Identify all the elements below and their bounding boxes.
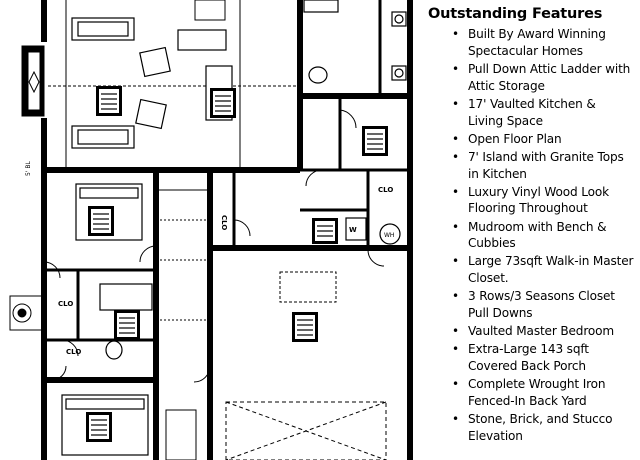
list-item: • Mudroom with Bench & Cubbies — [422, 219, 634, 253]
features-title: Outstanding Features — [428, 6, 603, 22]
water-heater-label: WH — [384, 232, 395, 239]
list-item: • Stone, Brick, and Stucco Elevation — [422, 411, 634, 445]
features-panel — [422, 6, 634, 446]
list-item: • 3 Rows/3 Seasons Closet Pull Downs — [422, 288, 634, 322]
list-item: • Luxury Vinyl Wood Look Flooring Throughout — [422, 184, 634, 218]
list-item: • Large 73sqft Walk-in Master Closet. — [422, 253, 634, 287]
list-item: • Vaulted Master Bedroom — [422, 323, 634, 340]
washer-label: W — [349, 226, 357, 234]
list-item: • 17' Vaulted Kitchen & Living Space — [422, 96, 634, 130]
closet-label-right: CLO — [378, 186, 394, 194]
fireplace — [22, 46, 44, 116]
closet-label-center: CLO — [220, 215, 228, 231]
features-list — [422, 26, 634, 445]
list-item: • Built By Award Winning Spectacular Homes — [422, 26, 634, 60]
closet-label-small: CLO — [66, 348, 82, 356]
list-item: • 7' Island with Granite Tops in Kitchen — [422, 149, 634, 183]
setback-label: 5' BL — [25, 161, 32, 176]
list-item: • Complete Wrought Iron Fenced-In Back Yard — [422, 376, 634, 410]
closet-label-left: CLO — [58, 300, 74, 308]
list-item: • Extra-Large 143 sqft Covered Back Porch — [422, 341, 634, 375]
list-item: • Pull Down Attic Ladder with Attic Storage — [422, 61, 634, 95]
list-item: • Open Floor Plan — [422, 131, 634, 148]
